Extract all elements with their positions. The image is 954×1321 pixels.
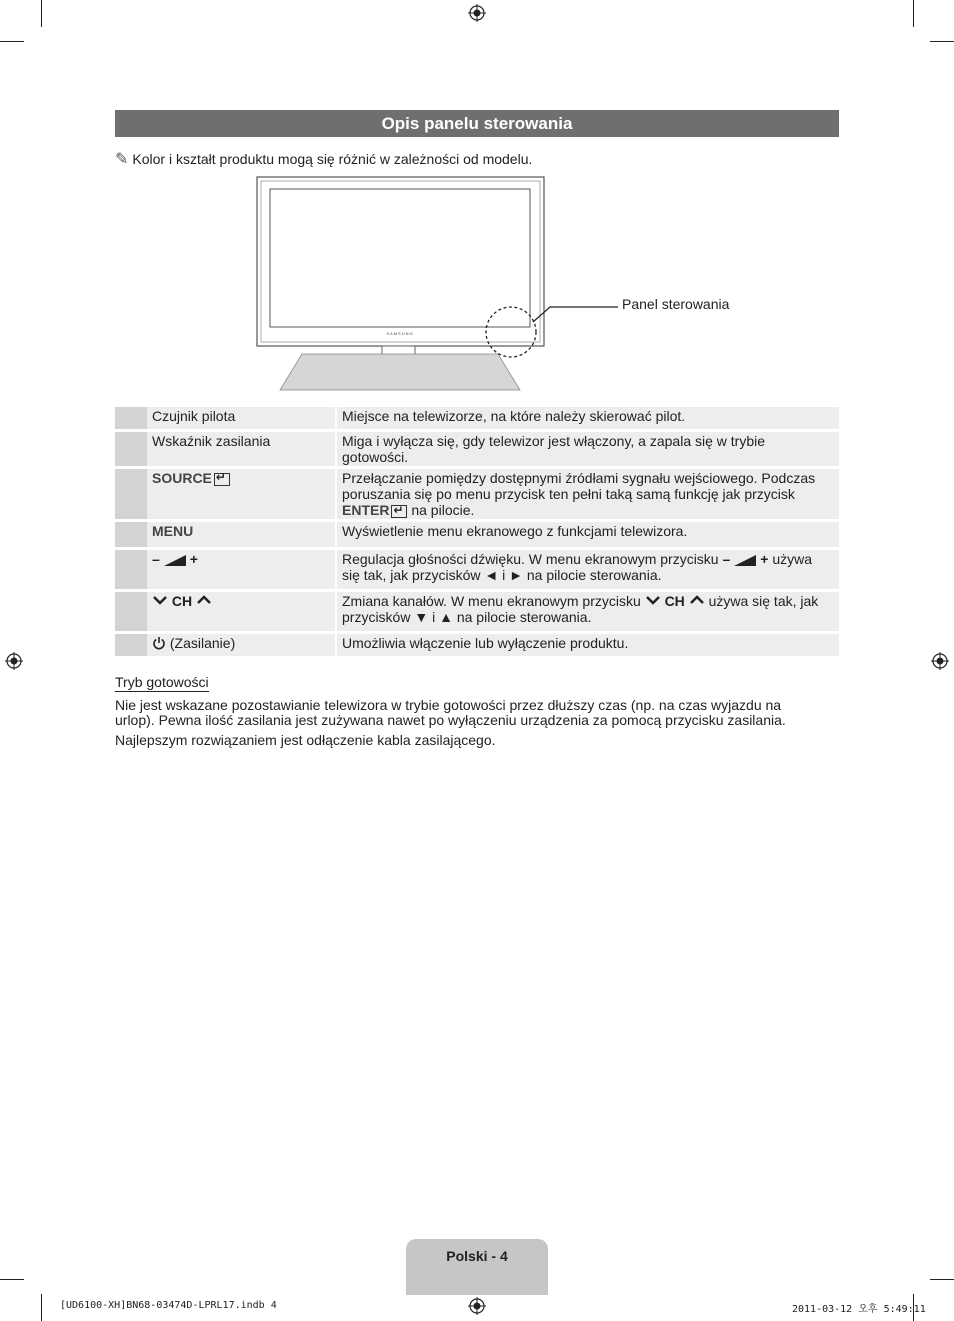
desc-text: używa się tak, jak przycisków ▼ i ▲ na pilocie sterowania. [342,593,819,625]
control-desc: Miga i wyłącza się, gdy telewizor jest włączony, a zapala się w trybie gotowości. [337,432,839,466]
chevron-down-icon [645,594,661,606]
desc-text: Zmiana kanałów. W menu ekranowym przycisku [342,593,641,609]
volume-icon [734,555,756,566]
note-text: Kolor i kształt produktu mogą się różnić w zależności od modelu. [132,151,533,167]
desc-text: używa się tak, jak przycisków ◄ i ► na pilocie sterowania. [342,551,813,583]
tv-brand-logo: SAMSUNG [386,331,414,336]
minus-label: – [722,551,731,567]
control-name: Wskaźnik zasilania [147,432,337,466]
control-name: Czujnik pilota [147,407,337,429]
page-number: Polski - 4 [406,1239,548,1295]
control-name [147,634,337,656]
chevron-down-icon [152,594,168,606]
crop-mark [41,1294,42,1321]
control-desc [337,592,839,631]
callout-line [533,307,618,322]
desc-text: na pilocie. [411,502,475,518]
chevron-up-icon [196,594,212,606]
volume-icon [164,555,186,566]
table-row [115,550,839,589]
minus-label: – [152,551,160,567]
registration-mark-icon [468,1297,486,1315]
source-label: SOURCE [152,470,212,486]
plus-label: + [760,551,769,567]
control-desc: Miejsce na telewizorze, na które należy skierować pilot. [337,407,839,429]
footer-file: [UD6100-XH]BN68-03474D-LPRL17.indb 4 [60,1300,277,1311]
table-row [115,592,839,631]
row-marker [115,407,147,429]
ch-label: CH [171,593,193,609]
standby-paragraph: Nie jest wskazane pozostawianie telewizora w trybie gotowości przez dłuższy czas (np. na czas wyjazdu na urlop). Pewna ilość zasilania jest zużywana nawet po wyłączeniu urządzenia za pomocą przycisku zasilania. [115,697,786,728]
callout-label: Panel sterowania [622,296,730,312]
power-icon [152,636,166,650]
desc-text: Przełączanie pomiędzy dostępnymi źródłami sygnału wejściowego. Podczas poruszania się po menu przycisk ten pełni taką samą funkcję jak przycisk [342,470,816,502]
note [115,149,532,169]
registration-mark-icon [5,652,23,670]
row-marker [115,522,147,547]
table-row [115,407,839,429]
standby-paragraph: Najlepszym rozwiązaniem jest odłączenie kabla zasilającego. [115,732,496,748]
tv-illustration [250,170,620,395]
row-marker [115,550,147,589]
crop-mark [0,1279,24,1280]
enter-label: ENTER [342,502,390,518]
control-name [147,592,337,631]
table-row [115,634,839,656]
enter-icon [391,505,407,518]
registration-mark-icon [468,4,486,22]
registration-mark-icon [931,652,949,670]
standby-title: Tryb gotowości [115,674,209,690]
control-name [147,469,337,519]
row-marker [115,432,147,466]
table-row [115,469,839,519]
crop-mark [0,41,24,42]
control-desc: Umożliwia włączenie lub wyłączenie produktu. [337,634,839,656]
row-marker [115,469,147,519]
plus-label: + [189,551,198,567]
power-label: (Zasilanie) [169,635,236,651]
footer-timestamp: 2011-03-12 오후 5:49:11 [792,1304,926,1315]
crop-mark [930,1279,954,1280]
crop-mark [41,0,42,27]
enter-icon [214,473,230,486]
pencil-icon: ✎ [115,151,129,168]
control-name [147,550,337,589]
row-marker [115,592,147,631]
chevron-up-icon [689,594,705,606]
control-desc [337,550,839,589]
desc-text: Regulacja głośności dźwięku. W menu ekranowym przycisku [342,551,719,567]
control-desc: Wyświetlenie menu ekranowego z funkcjami telewizora. [337,522,839,547]
crop-mark [913,0,914,27]
table-row [115,432,839,466]
ch-label: CH [664,593,685,609]
row-marker [115,634,147,656]
control-name: MENU [147,522,337,547]
page-title: Opis panelu sterowania [115,110,839,137]
table-row [115,522,839,547]
crop-mark [930,41,954,42]
control-desc [337,469,839,519]
controls-table [115,407,839,659]
